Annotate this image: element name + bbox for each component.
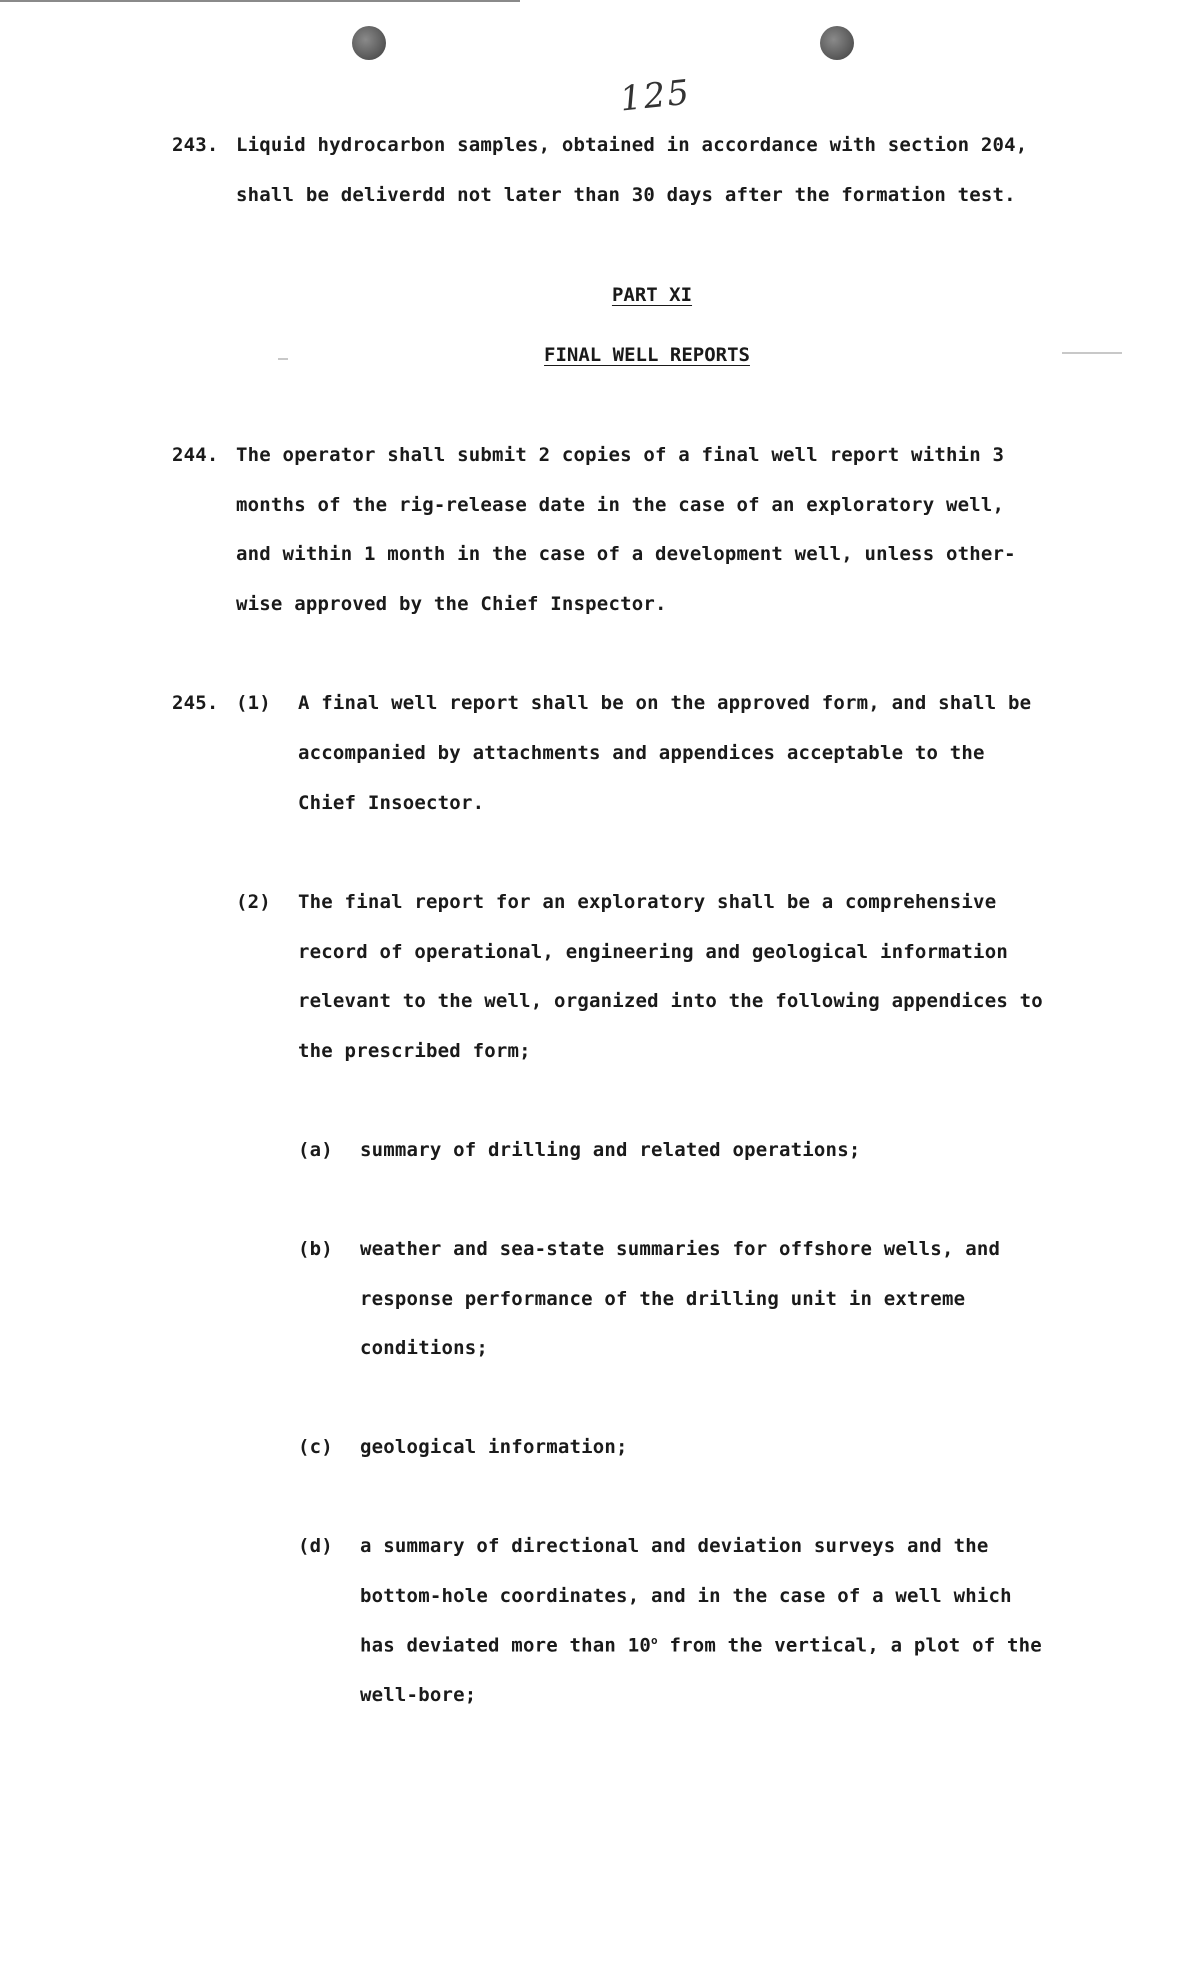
item-d-label: (d) — [298, 1535, 333, 1557]
item-b-label: (b) — [298, 1238, 333, 1260]
item-d-line-3 — [360, 1634, 1042, 1656]
section-243-line-2: shall be deliverdd not later than 30 days after the formation test. — [236, 184, 1016, 206]
top-edge-rule — [0, 0, 520, 2]
item-d-line-4: well-bore; — [360, 1684, 477, 1706]
section-245-sub-1-label: (1) — [236, 692, 271, 714]
item-c-line-1: geological information; — [360, 1436, 628, 1458]
section-245-sub-2-label: (2) — [236, 891, 271, 913]
degree-mark: o — [650, 1634, 658, 1647]
section-245-sub-1-line-1: A final well report shall be on the approved form, and shall be — [298, 692, 1032, 714]
item-a-line-1: summary of drilling and related operations; — [360, 1139, 861, 1161]
item-d-line-1: a summary of directional and deviation surveys and the — [360, 1535, 989, 1557]
section-245-number: 245. — [172, 692, 219, 714]
section-245-sub-2-line-4: the prescribed form; — [298, 1040, 531, 1062]
item-d-line-2: bottom-hole coordinates, and in the case of a well which — [360, 1585, 1012, 1607]
section-244-line-4: wise approved by the Chief Inspector. — [236, 593, 667, 615]
item-a-label: (a) — [298, 1139, 333, 1161]
item-d-line-3-start: has deviated more than 10 — [360, 1634, 651, 1657]
section-243-number: 243. — [172, 134, 219, 156]
section-245-sub-2-line-3: relevant to the well, organized into the following appendices to — [298, 990, 1043, 1012]
punch-hole-right — [820, 26, 854, 60]
part-title: FINAL WELL REPORTS — [544, 344, 750, 366]
item-c-label: (c) — [298, 1436, 333, 1458]
section-244-line-1: The operator shall submit 2 copies of a final well report within 3 — [236, 444, 1005, 466]
item-b-line-2: response performance of the drilling unit in extreme — [360, 1288, 966, 1310]
section-243-line-1: Liquid hydrocarbon samples, obtained in accordance with section 204, — [236, 134, 1028, 156]
section-245-sub-1-line-3: Chief Insoector. — [298, 792, 485, 814]
section-244-number: 244. — [172, 444, 219, 466]
section-244-line-3: and within 1 month in the case of a development well, unless other- — [236, 543, 1016, 565]
part-heading: PART XI — [611, 284, 693, 306]
item-b-line-1: weather and sea-state summaries for offshore wells, and — [360, 1238, 1001, 1260]
item-d-line-3-end: from the vertical, a plot of the — [669, 1634, 1042, 1657]
section-245-sub-2-line-1: The final report for an exploratory shall be a comprehensive — [298, 891, 997, 913]
section-244-line-2: months of the rig-release date in the case of an exploratory well, — [236, 494, 1005, 516]
section-245-sub-1-line-2: accompanied by attachments and appendices acceptable to the — [298, 742, 985, 764]
page-number-handwritten: 125 — [618, 72, 693, 120]
punch-hole-left — [352, 26, 386, 60]
item-b-line-3: conditions; — [360, 1337, 489, 1359]
section-245-sub-2-line-2: record of operational, engineering and geological information — [298, 941, 1008, 963]
